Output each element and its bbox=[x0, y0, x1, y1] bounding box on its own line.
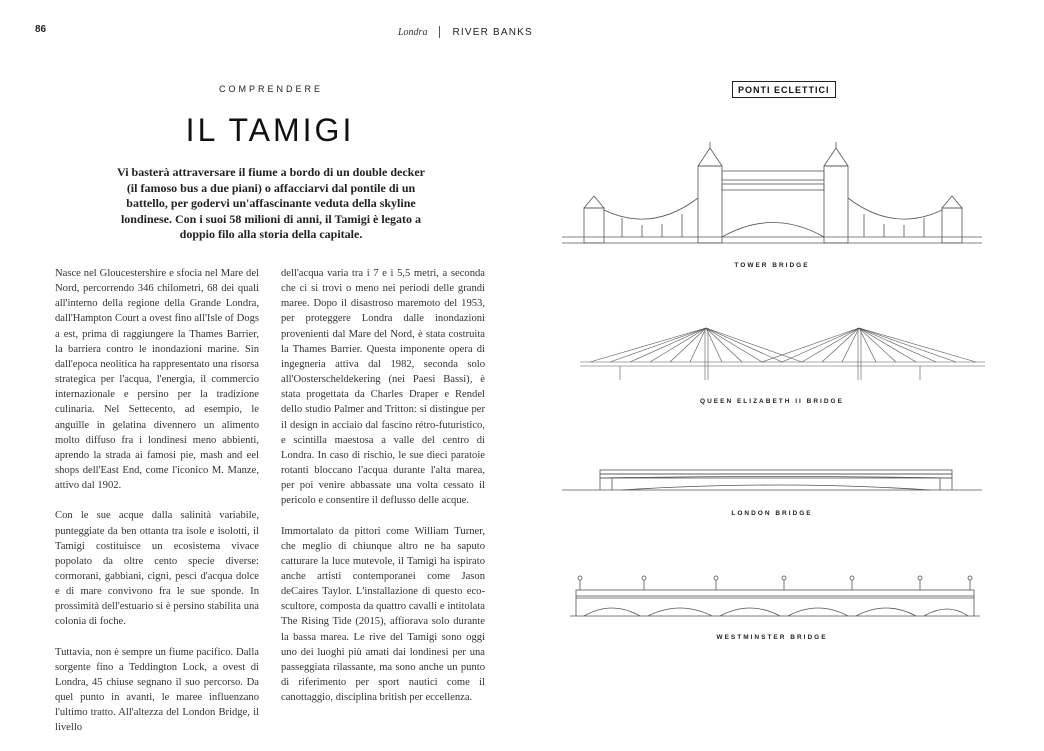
paragraph: Nasce nel Gloucestershire e sfocia nel Mare del Nord, percorrendo 346 chilometri, 68 dei quali all'interno della regione della Grande Londra, dall'Hampton Court a ovest fino all'Isle of Dogs a est, prima di raggiungere la Thames Barrier, la barriera contro le inondazioni marine. Sin dall'epoca neolitica ha rappresentato una risorsa strategica per l'acqua, l'energia, il commercio internazionale e persino per la tradizione culinaria. Nel Settecento, ad esempio, le anguille in gelatina divennero un alimento molto diffuso fra i londinesi meno abbienti, aprendo la strada ai famosi pie, mash and eel shops dell'East End, come l'iconico M. Manze, attivo dal 1902. bbox=[55, 268, 259, 492]
article-title: IL TAMIGI bbox=[185, 112, 355, 148]
bridge-caption: TOWER BRIDGE bbox=[734, 262, 810, 269]
paragraph: Tuttavia, non è sempre un fiume pacifico. Dalla sorgente fino a Teddington Lock, a ovest di Londra, 45 chiuse segnano il suo percorso. Da quel punto in avanti, le maree influenzano l'ultimo tratto. All'altezza del London Bridge, il livello bbox=[55, 646, 259, 734]
book-title: Londra bbox=[398, 26, 428, 38]
page-number: 86 bbox=[35, 24, 47, 35]
body-column-1 bbox=[55, 266, 259, 751]
queen-elizabeth-ii-bridge-illustration bbox=[580, 322, 985, 384]
tower-bridge-illustration bbox=[562, 138, 982, 250]
westminster-bridge-illustration bbox=[570, 574, 980, 620]
header-divider bbox=[439, 26, 440, 38]
paragraph: dell'acqua varia tra i 7 e i 5,5 metri, a seconda che ci si trovi o meno nei periodi delle grandi maree. Dopo il disastroso maremoto del 1953, per proteggere Londra dalle inondazioni provenienti dal Mare del Nord, è stata costruita la Thames Barrier. Questa imponente opera di ingegneria attiva dal 1982, seconda solo all'Oosterscheldekering (nei Paesi Bassi), è stata progettata da Charles Draper e Rendel dello studio Palmer and Tritton: si distingue per il design in acciaio dal fascino rétro-futuristico, e scintilla maestosa a valle del centro di Londra. In caso di rischio, le sue dieci paratoie rotanti bloccano l'acqua durante l'alta marea, per poi venire abbassate una volta cessato il pericolo e consentire il deflusso delle acque. bbox=[281, 268, 485, 507]
paragraph: Immortalato da pittori come William Turner, che meglio di chiunque altro ne ha saputo catturare la luce mutevole, il Tamigi ha ispirato anche artisti contemporanei come Jason deCaires Taylor. L'installazione di questo eco-scultore, composta da quattro cavalli e intitolata The Rising Tide (2015), affiorava solo durante la bassa marea. Le rive del Tamigi sono oggi uno dei luoghi più amati dai londinesi per una passeggiata rilassante, ma sono anche un punto di riferimento per sport nautici come il canottaggio, disciplina british per eccellenza. bbox=[281, 525, 485, 704]
london-bridge-illustration bbox=[562, 462, 982, 496]
body-column-2 bbox=[281, 266, 485, 720]
bridge-caption: WESTMINSTER BRIDGE bbox=[716, 634, 828, 641]
article-intro: Vi basterà attraversare il fiume a bordo di un double decker (il famoso bus a due piani) o affacciarvi dal pontile di un battello, per godervi un'affascinante veduta della skyline londinese. Con i suoi 58 milioni di anni, il Tamigi è legato a doppio filo alla storia della capitale. bbox=[117, 165, 425, 241]
sidebar-badge: PONTI ECLETTICI bbox=[732, 81, 836, 98]
bridge-caption: LONDON BRIDGE bbox=[731, 510, 813, 517]
bridge-caption: QUEEN ELIZABETH II BRIDGE bbox=[700, 398, 844, 405]
chapter-title: RIVER BANKS bbox=[452, 26, 533, 38]
running-head bbox=[398, 25, 533, 39]
section-kicker: COMPRENDERE bbox=[218, 84, 323, 94]
paragraph: Con le sue acque dalla salinità variabile, punteggiate da ben ottanta tra isole e isolotti, il Tamigi costituisce un ecosistema vivace popolato da oltre cento specie diverse: cormorani, gabbiani, cigni, pesci d'acqua dolce e di mare convivono fra le sue sponde. In prossimità dell'estuario si è persino stabilita una colonia di foche. bbox=[55, 510, 259, 628]
